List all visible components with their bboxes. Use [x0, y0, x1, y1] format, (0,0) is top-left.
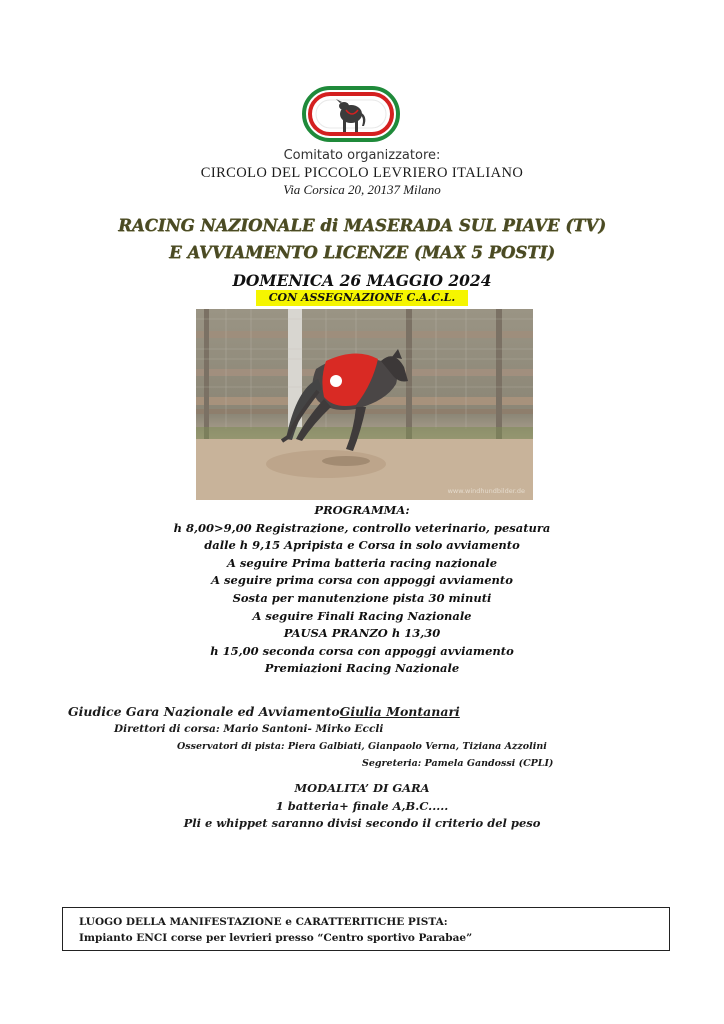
judge-name: Giulia Montanari	[339, 704, 460, 719]
track-observers: Osservatori di pista: Piera Galbiati, Gianpaolo Verna, Tiziana Azzolini	[177, 741, 547, 752]
racing-dog-illustration	[196, 309, 533, 500]
program-item: A seguire Prima batteria racing nazionale	[226, 555, 498, 570]
event-title-line2: E AVVIAMENTO LICENZE (MAX 5 POSTI)	[169, 243, 555, 262]
program-item: dalle h 9,15 Apripista e Corsa in solo avviamento	[204, 538, 520, 553]
venue-heading: LUOGO DELLA MANIFESTAZIONE e CARATTERITICHE PISTA:	[79, 916, 448, 928]
cacl-highlight-badge: CON ASSEGNAZIONE C.A.C.L.	[256, 290, 468, 306]
organizer-label: Comitato organizzatore:	[283, 148, 441, 163]
secretary: Segreteria: Pamela Gandossi (CPLI)	[362, 758, 554, 769]
program-heading: PROGRAMMA:	[314, 503, 410, 517]
program-item: PAUSA PRANZO h 13,30	[283, 626, 441, 641]
program-item: Sosta per manutenzione pista 30 minuti	[232, 591, 492, 605]
program-item: Premiazioni Racing Nazionale	[264, 661, 460, 676]
race-mode-line: 1 batteria+ finale A,B.C.....	[275, 798, 449, 813]
judge-label: Giudice Gara Nazionale ed Avviamento	[68, 704, 340, 719]
club-logo	[302, 86, 400, 142]
venue-box	[62, 907, 670, 951]
program-item: h 15,00 seconda corsa con appoggi avviamento	[210, 643, 514, 658]
program-item: A seguire Finali Racing Nazionale	[252, 608, 472, 623]
race-directors: Direttori di corsa: Mario Santoni- Mirko Eccli	[114, 723, 384, 735]
event-title-line1: RACING NAZIONALE di MASERADA SUL PIAVE (TV)	[118, 216, 606, 235]
club-address: Via Corsica 20, 20137 Milano	[283, 182, 441, 197]
race-mode-line: Pli e whippet saranno divisi secondo il criterio del peso	[183, 816, 541, 830]
club-name: CIRCOLO DEL PICCOLO LEVRIERO ITALIANO	[200, 165, 524, 181]
program-item: h 8,00>9,00 Registrazione, controllo veterinario, pesatura	[173, 520, 551, 535]
program-item: A seguire prima corsa con appoggi avviamento	[211, 573, 513, 588]
race-mode-heading: MODALITA’ DI GARA	[294, 781, 430, 795]
racing-dog-photo	[196, 309, 533, 500]
judge-line	[68, 704, 460, 719]
venue-text: Impianto ENCI corse per levrieri presso “Centro sportivo Parabae”	[79, 931, 473, 944]
photo-credit: www.windhundbilder.de	[447, 487, 525, 495]
event-date: DOMENICA 26 MAGGIO 2024	[232, 271, 492, 290]
